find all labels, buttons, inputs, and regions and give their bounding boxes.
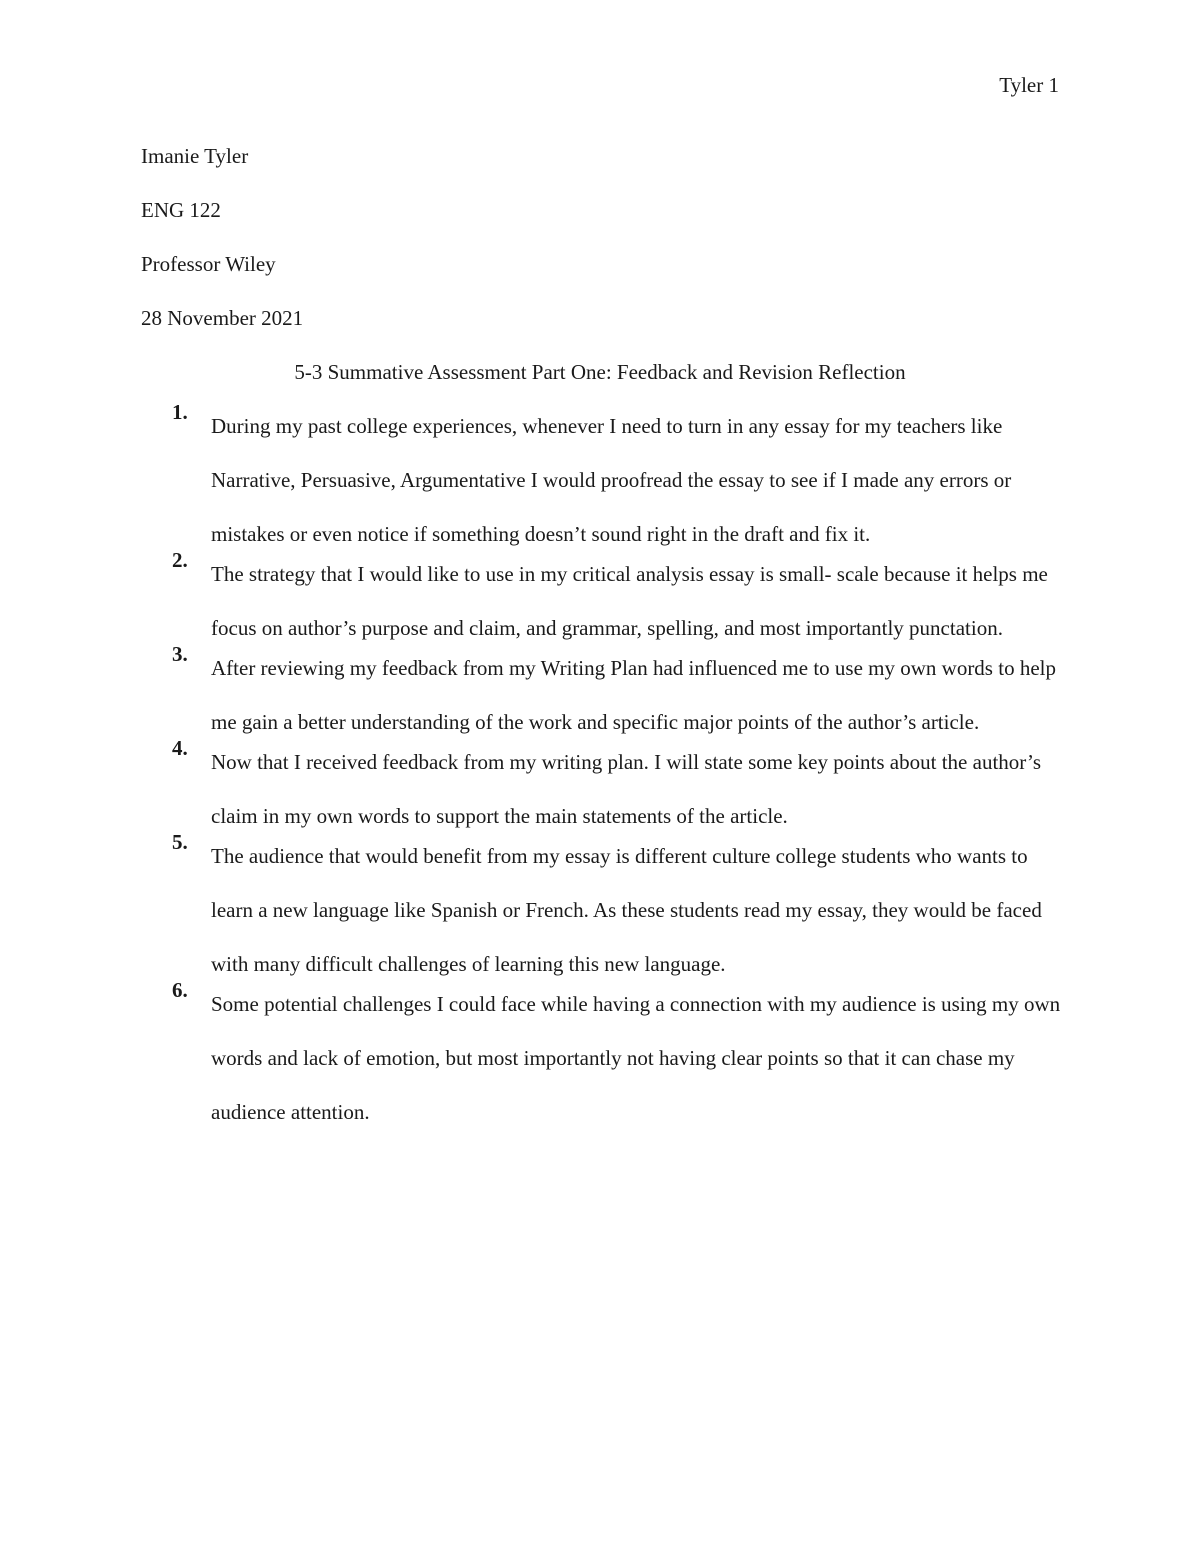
list-item-number: 3.	[172, 642, 188, 666]
list-item-number: 1.	[172, 400, 188, 424]
course-name: ENG 122	[141, 198, 221, 222]
list-item	[141, 977, 1071, 1139]
list-item-number: 6.	[172, 978, 188, 1002]
list-item-number: 4.	[172, 736, 188, 760]
essay-title: 5-3 Summative Assessment Part One: Feedback and Revision Reflection	[294, 360, 906, 384]
list-item	[141, 829, 1071, 991]
list-item-number: 2.	[172, 548, 188, 572]
list-item-text: Some potential challenges I could face while having a connection with my audience is using my own words and lack of emotion, but most importantly not having clear points so that it can chase my audience attention.	[211, 992, 1061, 1124]
list-item-text: Now that I received feedback from my writing plan. I will state some key points about the author’s claim in my own words to support the main statements of the article.	[211, 750, 1042, 828]
list-item-number: 5.	[172, 830, 188, 854]
list-item-text: During my past college experiences, whenever I need to turn in any essay for my teachers like Narrative, Persuasive, Argumentative I would proofread the essay to see if I made any errors or mistakes or even notice if something doesn’t sound right in the draft and fix it.	[211, 414, 1012, 546]
list-item	[141, 735, 1071, 843]
answer-list	[141, 400, 1071, 1139]
list-item	[141, 641, 1071, 749]
submission-date: 28 November 2021	[141, 306, 304, 330]
list-item	[141, 399, 1071, 561]
instructor-name: Professor Wiley	[141, 252, 276, 276]
list-item-text: After reviewing my feedback from my Writing Plan had influenced me to use my own words to help me gain a better understanding of the work and specific major points of the author’s article.	[211, 656, 1056, 734]
student-name: Imanie Tyler	[141, 144, 249, 168]
list-item	[141, 547, 1071, 655]
mla-heading	[141, 143, 1061, 359]
list-item-text: The strategy that I would like to use in my critical analysis essay is small- scale because it helps me focus on author’s purpose and claim, and grammar, spelling, and most importantly punctation.	[211, 562, 1048, 640]
running-head: Tyler 1	[999, 73, 1059, 97]
list-item-text: The audience that would benefit from my essay is different culture college students who wants to learn a new language like Spanish or French. As these students read my essay, they would be faced with many difficult challenges of learning this new language.	[211, 844, 1042, 976]
